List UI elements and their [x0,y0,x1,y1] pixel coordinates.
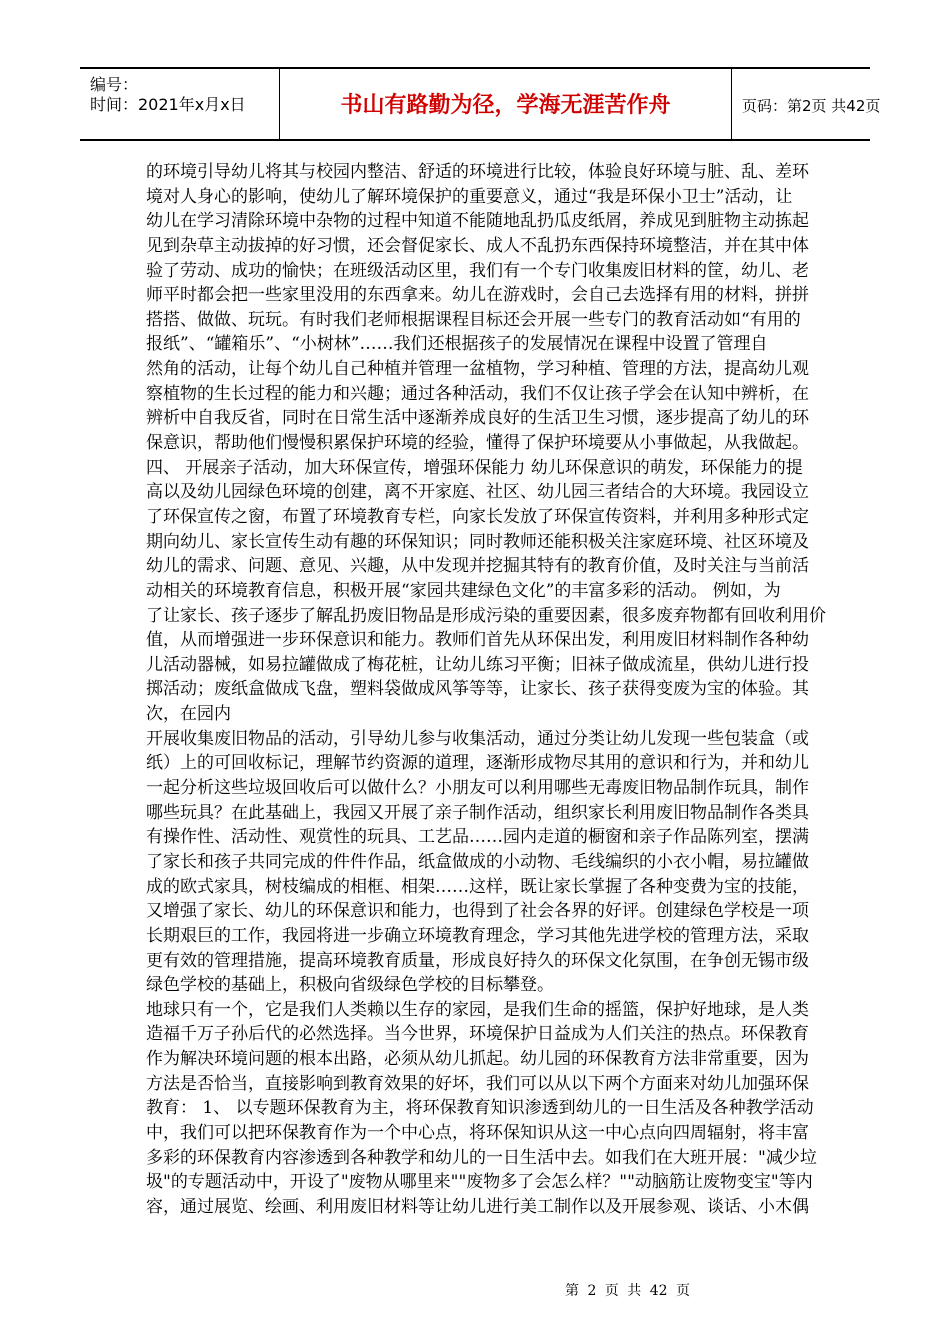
document-date: 时间：2021年x月x日 [90,95,246,114]
text-line: 高以及幼儿园绿色环境的创建，离不开家庭、社区、幼儿园三者结合的大环境。我园设立 [146,482,809,503]
text-line: 作为解决环境问题的根本出路，必须从幼儿抓起。幼儿园的环保教育方法非常重要，因为 [146,1049,809,1070]
text-line: 造福千万子孙后代的必然选择。当今世界，环境保护日益成为人们关注的热点。环保教育 [146,1024,809,1045]
text-line: 了环保宣传之窗，布置了环境教育专栏，向家长发放了环保宣传资料，并利用多种形式定 [146,506,809,527]
text-line: 境对人身心的影响，使幼儿了解环境保护的重要意义，通过“我是环保小卫士”活动，让 [146,186,793,207]
text-line: 辨析中自我反省，同时在日常生活中逐渐养成良好的生活卫生习惯，逐步提高了幼儿的环 [146,408,809,429]
text-line: 值，从而增强进一步环保意识和能力。教师们首先从环保出发，利用废旧材料制作各种幼 [146,630,809,651]
text-line: 期向幼儿、家长宣传生动有趣的环保知识；同时教师还能积极关注家庭环境、社区环境及 [146,531,809,552]
text-line: 绿色学校的基础上，积极向省级绿色学校的目标攀登。 [146,975,554,996]
text-line: 有操作性、活动性、观赏性的玩具、工艺品……园内走道的橱窗和亲子作品陈列室，摆满 [146,827,809,848]
text-line: 中，我们可以把环保教育作为一个中心点，将环保知识从这一中心点向四周辐射，将丰富 [146,1122,809,1143]
text-line: 察植物的生长过程的能力和兴趣；通过各种活动，我们不仅让孩子学会在认知中辨析，在 [146,383,809,404]
text-line: 长期艰巨的工作，我园将进一步确立环境教育理念，学习其他先进学校的管理方法，采取 [146,925,809,946]
text-line: 又增强了家长、幼儿的环保意识和能力，也得到了社会各界的好评。创建绿色学校是一项 [146,901,809,922]
text-line: 成的欧式家具，树枝编成的相框、相架……这样，既让家长掌握了各种变费为宝的技能， [146,876,809,897]
page-header [80,67,881,141]
text-line: 验了劳动、成功的愉快；在班级活动区里，我们有一个专门收集废旧材料的筐，幼儿、老 [146,260,809,281]
text-line: 容，通过展览、绘画、利用废旧材料等让幼儿进行美工制作以及开展参观、谈话、小木偶 [146,1196,809,1217]
text-line: 四、 开展亲子活动，加大环保宣传，增强环保能力 幼儿环保意识的萌发，环保能力的提 [146,457,803,478]
text-line: 报纸”、“罐箱乐”、“小树林”……我们还根据孩子的发展情况在课程中设置了管理自 [146,334,768,355]
text-line: 了家长和孩子共同完成的件件作品，纸盒做成的小动物、毛线编织的小衣小帽，易拉罐做 [146,851,809,872]
text-line: 搭搭、做做、玩玩。有时我们老师根据课程目标还会开展一些专门的教育活动如“有用的 [146,309,801,330]
text-line: 幼儿的需求、问题、意见、兴趣，从中发现并挖掘其特有的教育价值，及时关注与当前活 [146,556,809,577]
text-line: 师平时都会把一些家里没用的东西拿来。幼儿在游戏时，会自己去选择有用的材料，拼拼 [146,285,809,306]
text-line: 开展收集废旧物品的活动，引导幼儿参与收集活动，通过分类让幼儿发现一些包装盒（或 [146,728,809,749]
text-line: 圾"的专题活动中，开设了"废物从哪里来""废物多了会怎么样？""动脑筋让废物变宝"等内 [146,1172,813,1193]
text-line: 教育： 1、 以专题环保教育为主，将环保教育知识渗透到幼儿的一日生活及各种教学活动 [146,1098,814,1119]
text-line: 然角的活动，让每个幼儿自己种植并管理一盆植物，学习种植、管理的方法，提高幼儿观 [146,359,809,380]
text-line: 见到杂草主动拔掉的好习惯，还会督促家长、成人不乱扔东西保持环境整洁，并在其中体 [146,235,809,256]
header-meta [80,69,280,139]
text-line: 哪些玩具？在此基础上，我园又开展了亲子制作活动，组织家长利用废旧物品制作各类具 [146,802,809,823]
text-line: 的环境引导幼儿将其与校园内整洁、舒适的环境进行比较，体验良好环境与脏、乱、差环 [146,162,809,182]
text-line: 方法是否恰当，直接影响到教育效果的好坏，我们可以从以下两个方面来对幼儿加强环保 [146,1073,809,1094]
text-line: 儿活动器械，如易拉罐做成了梅花桩，让幼儿练习平衡；旧袜子做成流星，供幼儿进行投 [146,654,809,675]
header-motto: 书山有路勤为径，学海无涯苦作舟 [280,69,732,139]
text-line: 动相关的环境教育信息，积极开展“家园共建绿色文化”的丰富多彩的活动。 例如，为 [146,580,781,601]
text-line: 次，在园内 [146,704,231,725]
text-line: 掷活动；废纸盒做成飞盘，塑料袋做成风筝等等，让家长、孩子获得变废为宝的体验。其 [146,679,809,700]
document-body [146,160,826,1220]
text-line: 幼儿在学习清除环境中杂物的过程中知道不能随地乱扔瓜皮纸屑，养成见到脏物主动拣起 [146,211,809,232]
document-number-label: 编号： [90,75,139,94]
text-line: 多彩的环保教育内容渗透到各种教学和幼儿的一日生活中去。如我们在大班开展："减少垃 [146,1147,817,1168]
text-line: 更有效的管理措施，提高环境教育质量，形成良好持久的环保文化氛围，在争创无锡市级 [146,950,809,971]
text-line: 了让家长、孩子逐步了解乱扔废旧物品是形成污染的重要因素，很多废弃物都有回收利用价 [146,605,826,626]
text-line: 地球只有一个，它是我们人类赖以生存的家园，是我们生命的摇篮，保护好地球，是人类 [146,999,809,1020]
page-footer: 第 2 页 共 42 页 [565,1283,690,1299]
text-line: 保意识，帮助他们慢慢积累保护环境的经验，懂得了保护环境要从小事做起，从我做起。 [146,433,809,454]
header-page-info: 页码：第2页 共42页 [742,97,881,115]
text-line: 纸）上的可回收标记，理解节约资源的道理，逐渐形成物尽其用的意识和行为，并和幼儿 [146,753,809,774]
text-line: 一起分析这些垃圾回收后可以做什么？小朋友可以利用哪些无毒废旧物品制作玩具，制作 [146,778,809,799]
